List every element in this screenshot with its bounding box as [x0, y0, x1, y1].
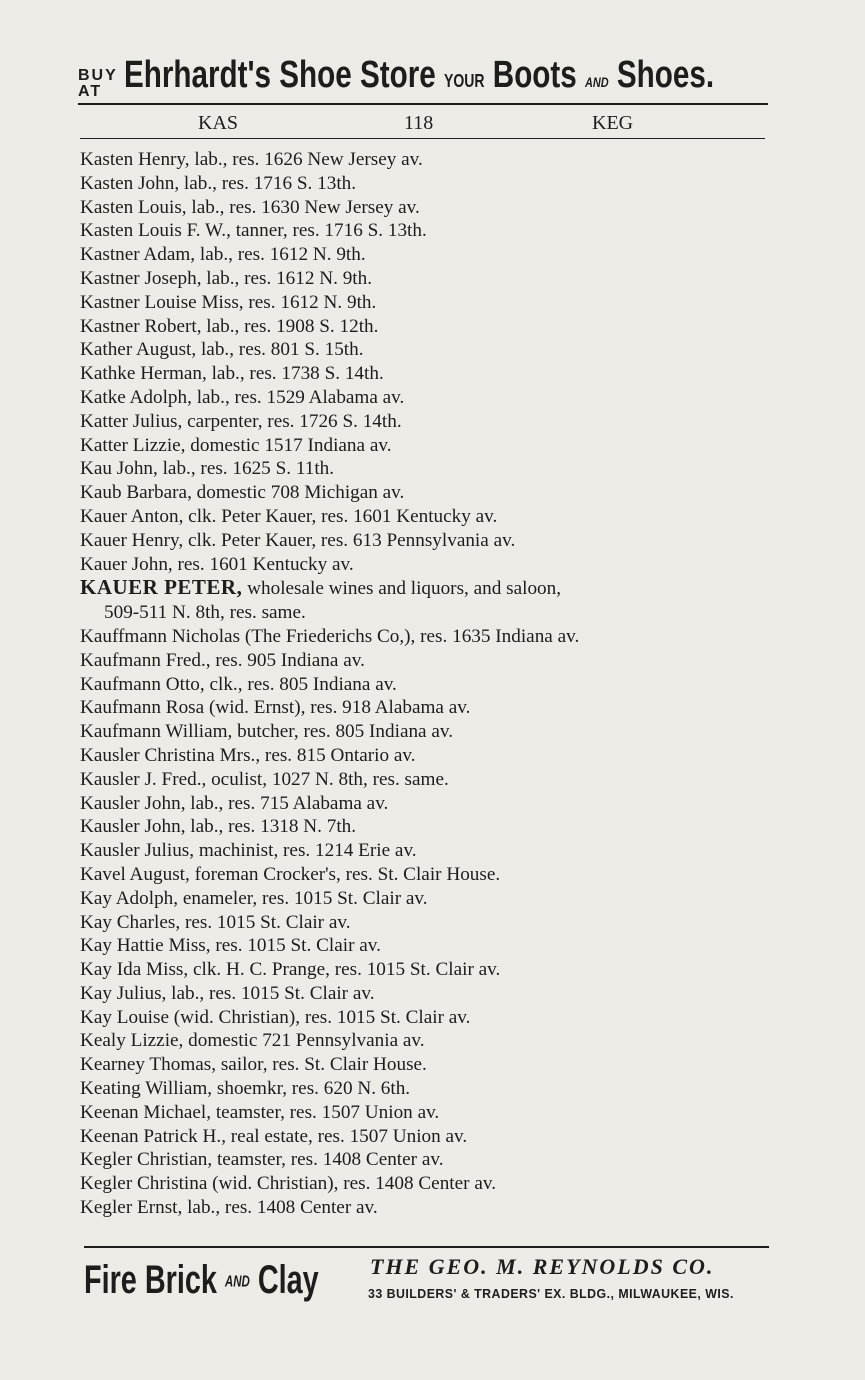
directory-entry-continuation: 509-511 N. 8th, res. same. [104, 602, 306, 624]
bottom-ad-rule [84, 1246, 769, 1248]
shoes-text: Shoes. [616, 54, 714, 96]
company-name: THE GEO. M. REYNOLDS CO. [370, 1254, 715, 1279]
fire-brick-text: Fire Brick [84, 1258, 217, 1302]
directory-entry: Katke Adolph, lab., res. 1529 Alabama av. [80, 386, 405, 408]
directory-entry: Kausler John, lab., res. 1318 N. 7th. [80, 816, 357, 838]
directory-entry: Kealy Lizzie, domestic 721 Pennsylvania av. [80, 1030, 425, 1052]
directory-entry: Kausler John, lab., res. 715 Alabama av. [80, 792, 389, 814]
directory-entry: Kay Julius, lab., res. 1015 St. Clair av. [80, 982, 375, 1004]
header-right-guide: KEG [592, 112, 634, 134]
directory-entry: Kasten John, lab., res. 1716 S. 13th. [80, 172, 357, 194]
directory-entry: Kay Louise (wid. Christian), res. 1015 St. Clair av. [80, 1006, 471, 1028]
directory-entries [80, 148, 780, 1220]
boots-text: Boots [492, 54, 577, 96]
ad-headline [124, 55, 714, 102]
directory-entry: Kausler Julius, machinist, res. 1214 Erie av. [80, 840, 417, 862]
directory-entry: Kauer John, res. 1601 Kentucky av. [80, 553, 354, 575]
directory-entry: Kay Ida Miss, clk. H. C. Prange, res. 1015 St. Clair av. [80, 959, 501, 981]
directory-entry: Kau John, lab., res. 1625 S. 11th. [80, 458, 335, 480]
fire-brick-clay [84, 1258, 319, 1303]
directory-entry: Kastner Louise Miss, res. 1612 N. 9th. [80, 291, 377, 313]
directory-entry: Kegler Christina (wid. Christian), res. 1408 Center av. [80, 1173, 496, 1195]
buy-at-label [78, 68, 118, 102]
directory-entry: Kaufmann Rosa (wid. Ernst), res. 918 Alabama av. [80, 697, 471, 719]
directory-entry: Kastner Robert, lab., res. 1908 S. 12th. [80, 315, 379, 337]
directory-entry: Kegler Christian, teamster, res. 1408 Center av. [80, 1149, 444, 1171]
directory-entry: Kaub Barbara, domestic 708 Michigan av. [80, 482, 405, 504]
directory-entry: Kearney Thomas, sailor, res. St. Clair House. [80, 1054, 427, 1076]
top-advertisement [78, 54, 768, 102]
directory-entry: Kasten Henry, lab., res. 1626 New Jersey av. [80, 149, 423, 170]
directory-entry: Kausler J. Fred., oculist, 1027 N. 8th, res. same. [80, 768, 449, 790]
header-rule [80, 138, 765, 139]
directory-entry: Keenan Patrick H., real estate, res. 1507 Union av. [80, 1125, 468, 1147]
directory-entry: Kauffmann Nicholas (The Friederichs Co,), res. 1635 Indiana av. [80, 625, 580, 647]
directory-entry: Katter Julius, carpenter, res. 1726 S. 14th. [80, 410, 402, 432]
directory-entry: Kastner Joseph, lab., res. 1612 N. 9th. [80, 267, 373, 289]
directory-entry: Katter Lizzie, domestic 1517 Indiana av. [80, 434, 392, 456]
directory-entry: Kauer Anton, clk. Peter Kauer, res. 1601 Kentucky av. [80, 505, 498, 527]
directory-entry: Kavel August, foreman Crocker's, res. St. Clair House. [80, 863, 501, 885]
directory-entry: Kausler Christina Mrs., res. 815 Ontario av. [80, 744, 416, 766]
your-text: YOUR [443, 71, 485, 91]
directory-entry: Kaufmann Fred., res. 905 Indiana av. [80, 649, 365, 671]
page-number: 118 [404, 112, 434, 134]
directory-entry: Keating William, shoemkr, res. 620 N. 6th. [80, 1078, 411, 1100]
at-text: AT [78, 83, 103, 100]
buy-text: BUY [78, 67, 118, 84]
header-left-guide: KAS [198, 112, 239, 134]
clay-text: Clay [257, 1258, 319, 1302]
directory-entry: Kauer Henry, clk. Peter Kauer, res. 613 Pennsylvania av. [80, 529, 516, 551]
directory-entry: Kather August, lab., res. 801 S. 15th. [80, 339, 364, 361]
directory-entry: Kaufmann William, butcher, res. 805 Indiana av. [80, 721, 454, 743]
directory-entry [80, 576, 780, 601]
directory-entry: Kaufmann Otto, clk., res. 805 Indiana av. [80, 673, 397, 695]
bottom-advertisement [84, 1252, 774, 1312]
company-address: 33 BUILDERS' & TRADERS' EX. BLDG., MILWAUKEE, WIS. [368, 1286, 734, 1301]
entry-bold-name: KAUER PETER, [80, 575, 243, 600]
store-name: Ehrhardt's Shoe Store [123, 54, 436, 96]
and-text: AND [584, 74, 609, 90]
directory-entry: Kathke Herman, lab., res. 1738 S. 14th. [80, 363, 384, 385]
entry-text: wholesale wines and liquors, and saloon, [242, 578, 562, 600]
directory-entry: Kegler Ernst, lab., res. 1408 Center av. [80, 1197, 378, 1219]
directory-entry: Keenan Michael, teamster, res. 1507 Union av. [80, 1101, 440, 1123]
and-emblem: AND [224, 1273, 250, 1291]
directory-entry: Kay Hattie Miss, res. 1015 St. Clair av. [80, 935, 381, 957]
directory-entry: Kasten Louis F. W., tanner, res. 1716 S. 13th. [80, 220, 427, 242]
running-header [80, 112, 765, 136]
directory-entry: Kasten Louis, lab., res. 1630 New Jersey av. [80, 196, 420, 218]
directory-entry: Kay Charles, res. 1015 St. Clair av. [80, 911, 351, 933]
directory-entry: Kay Adolph, enameler, res. 1015 St. Clair av. [80, 887, 428, 909]
top-ad-rule [78, 103, 768, 105]
directory-entry: Kastner Adam, lab., res. 1612 N. 9th. [80, 244, 366, 266]
